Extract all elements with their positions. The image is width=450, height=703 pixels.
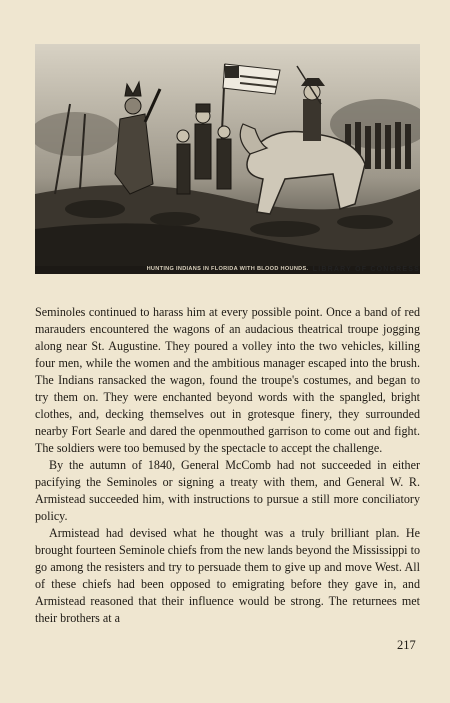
page-number: 217 [397,638,416,652]
body-text [35,304,420,627]
engraving-hunting-scene [35,44,420,266]
figure-caption: HUNTING INDIANS IN FLORIDA WITH BLOOD HOUNDS. [146,266,309,272]
illustration-plate [35,44,420,274]
image-credit: LIBRARY OF CONGRESS [312,266,420,273]
paragraph-1: Seminoles continued to harass him at every possible point. Once a band of red marauders encountered the wagons of an audacious theatrical troupe jogging along near St. Augustine. They poured a volley into the two vehicles, killing four men, while the women and the ambitious manager escaped into the brush. The Indians ransacked the wagon, found the troupe's costumes, and began to try them on. They were enchanted beyond words with the spangled, bright clothes, and, decking themselves out in grotesque finery, they surrounded nearby Fort Searle and dared the openmouthed garrison to come out and fight. The soldiers were too bemused by the spectacle to accept the challenge. [35,305,420,455]
paragraph-3: Armistead had devised what he thought was a truly brilliant plan. He brought fourteen Seminole chiefs from the new lands beyond the Mississippi to go among the resisters and try to persuade them to give up and move West. All of these chiefs had been opposed to emigrating before they gave in, and Armistead reasoned that their influence would be strong. The returnees met their brothers at a [35,526,420,625]
paragraph-2: By the autumn of 1840, General McComb had not succeeded in either pacifying the Seminoles or signing a treaty with them, and General W. R. Armistead succeeded him, with instructions to pursue a still more conciliatory policy. [35,458,420,523]
